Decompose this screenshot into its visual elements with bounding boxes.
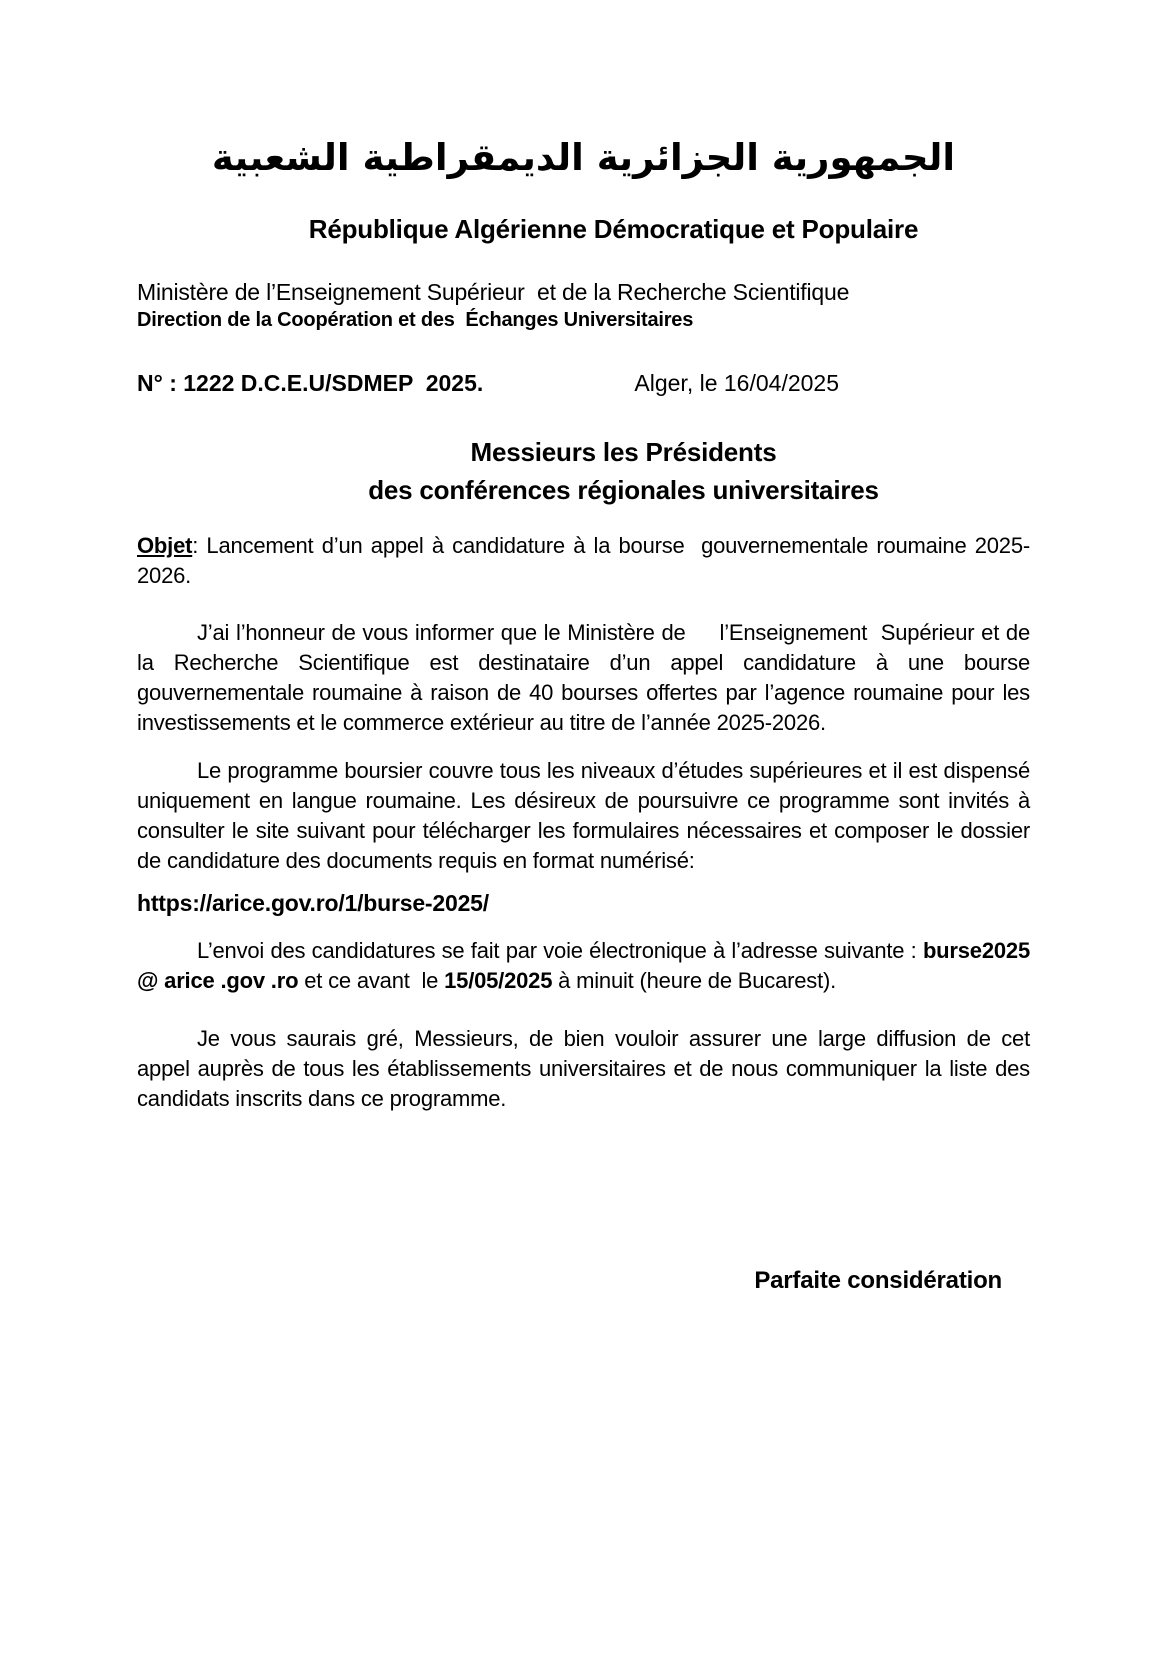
arabic-title: الجمهورية الجزائرية الديمقراطية الشعبية <box>211 136 956 179</box>
body-paragraph-3: Je vous saurais gré, Messieurs, de bien vouloir assurer une large diffusion de cet appel auprès de tous les établissements universitaires et de nous communiquer la liste des candidats inscrits dans ce programme. <box>137 1026 1042 1111</box>
direction-line: Direction de la Coopération et des Échanges Universitaires <box>137 309 694 331</box>
email-end: à minuit (heure de Bucarest). <box>552 968 837 993</box>
email-address: burse2025 @ arice .gov .ro <box>137 938 1036 993</box>
reference-number: N° : 1222 D.C.E.U/SDMEP 2025. <box>137 370 484 396</box>
reference-row <box>137 368 1030 398</box>
objet-paragraph <box>137 531 1030 591</box>
objet-separator: : <box>192 533 207 558</box>
email-middle: et ce avant le <box>298 968 445 993</box>
place-date: Alger, le 16/04/2025 <box>634 370 839 396</box>
body-paragraph-2: Le programme boursier couvre tous les niveaux d’études supérieures et il est dispensé uniquement en langue roumaine. Les désireux de poursuivre ce programme sont invités à consulter le site suivant pour télécharger les formulaires nécessaires et composer le dossier de candidature des documents requis en format numérisé: <box>137 758 1036 873</box>
republic-title: République Algérienne Démocratique et Populaire <box>308 214 919 244</box>
closing-salutation: Parfaite considération <box>754 1267 1002 1294</box>
ministry-line: Ministère de l’Enseignement Supérieur et de la Recherche Scientifique <box>137 279 850 305</box>
email-paragraph <box>137 936 1036 996</box>
body-paragraph-1: J’ai l’honneur de vous informer que le Ministère de l’Enseignement Supérieur et de la Recherche Scientifique est destinataire d’un appel candidature à une bourse gouvernementale roumaine à raison de 40 bourses offertes par l’agence roumaine pour les investissements et le commerce extérieur au titre de l’année 2025-2026. <box>137 620 1036 735</box>
site-url: https://arice.gov.ro/1/burse-2025/ <box>137 890 489 916</box>
deadline-date: 15/05/2025 <box>444 968 553 993</box>
objet-text: Lancement d’un appel à candidature à la bourse gouvernementale roumaine 2025-2026. <box>137 533 1031 588</box>
email-intro: L’envoi des candidatures se fait par voie électronique à l’adresse suivante : <box>197 938 923 963</box>
addressee-block <box>177 433 1070 509</box>
addressee-line-2: des conférences régionales universitaires <box>368 475 879 505</box>
addressee-line-1: Messieurs les Présidents <box>470 437 777 467</box>
objet-label: Objet <box>137 533 193 558</box>
